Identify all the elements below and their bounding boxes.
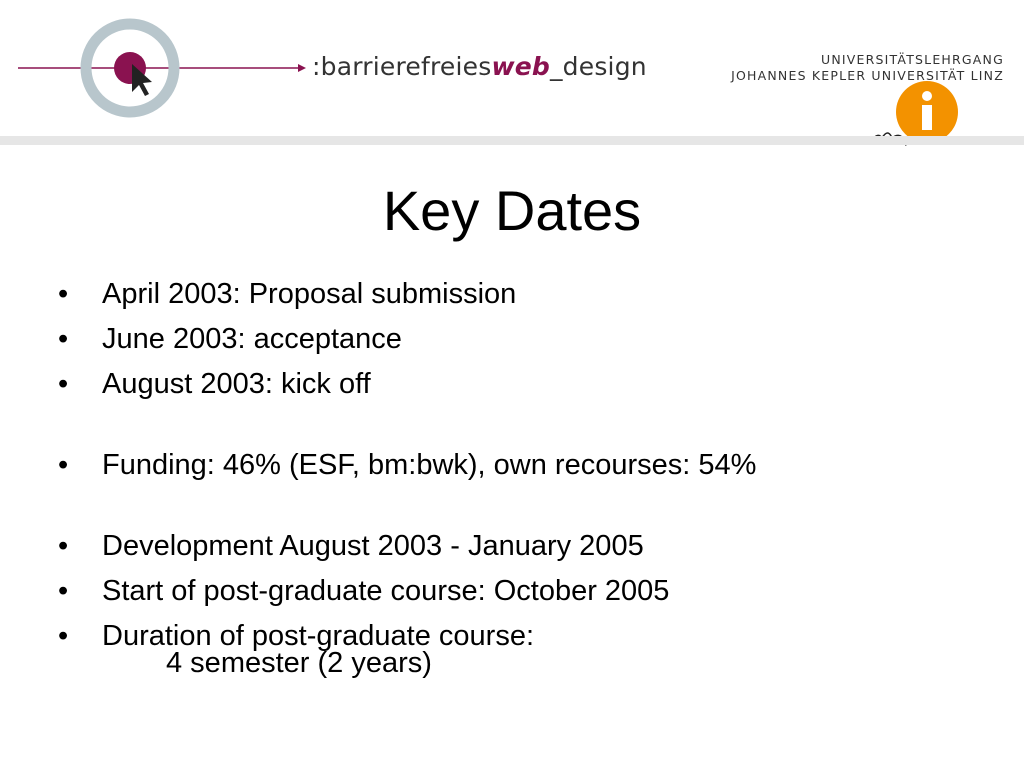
university-name: [731, 52, 1004, 84]
bullet-item: • Start of post-graduate course: October 2005: [58, 575, 670, 607]
slide-title: Key Dates: [382, 179, 642, 242]
bullet-item: • Duration of post-graduate course: 4 semester (2 years): [58, 618, 756, 681]
bullet-item: • April 2003: Proposal submission: [58, 278, 517, 310]
brand-logo-text: :barrierefreiesweb_design: [312, 52, 647, 81]
bullet-subtext: 4 semester (2 years): [166, 647, 432, 679]
bullet-item: • Development August 2003 - January 2005: [58, 530, 644, 562]
bullet-item: • June 2003: acceptance: [58, 323, 402, 355]
header-divider: [0, 136, 1024, 145]
bullet-list: [58, 276, 756, 690]
slide-header: [0, 0, 1024, 150]
bullet-item: • August 2003: kick off: [58, 368, 371, 400]
bullet-item: • Funding: 46% (ESF, bm:bwk), own recourses: 54%: [58, 449, 757, 481]
university-line-1: UNIVERSITÄTSLEHRGANG: [821, 52, 1004, 67]
arrow-head-icon: [298, 64, 306, 72]
university-line-2: JOHANNES KEPLER UNIVERSITÄT LINZ: [731, 68, 1004, 83]
